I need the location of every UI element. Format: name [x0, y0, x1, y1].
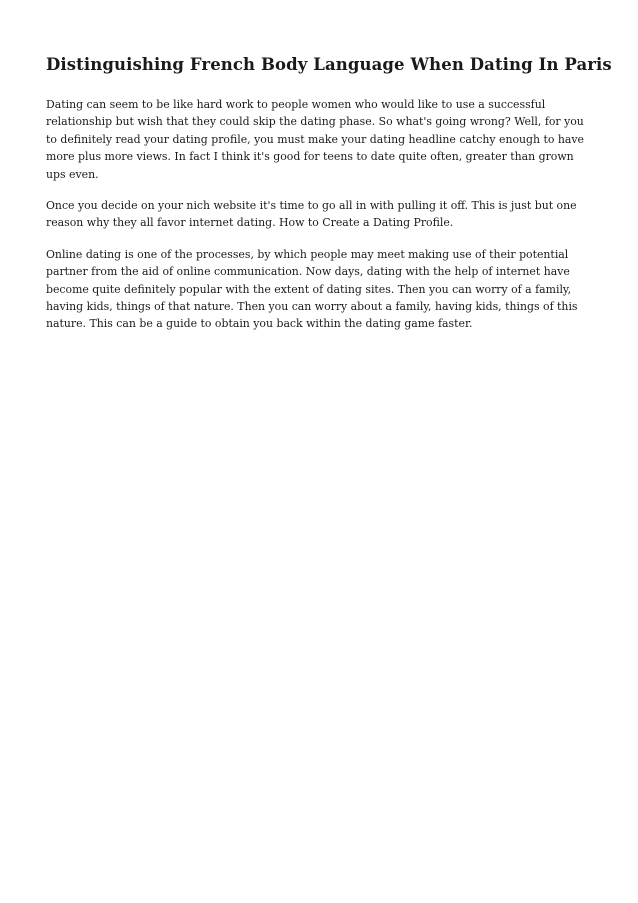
paragraph-3: Online dating is one of the processes, by which people may meet making use of their potential partner from the aid of online communication. Now days, dating with the help of internet have become quite definitely popular with the extent of dating sites. Then you can worry of a family, having kids, things of that nature. Then you can worry about a family, having kids, things of this nature. This can be a guide to obtain you back within the dating game faster. — [46, 247, 578, 331]
paragraph-1: Dating can seem to be like hard work to people women who would like to use a successful relationship but wish that they could skip the dating phase. So what's going wrong? Well, for you to definitely read your dating profile, you must make your dating headline catchy enough to have more plus more views. In fact I think it's good for teens to date quite often, greater than grown ups even. — [46, 98, 585, 181]
document-body — [46, 96, 592, 333]
document-title: Distinguishing French Body Language When Dating In Paris — [46, 55, 612, 74]
paragraph-2: Once you decide on your nich website it's time to go all in with pulling it off. This is just but one reason why they all favor internet dating. How to Create a Dating Profile. — [46, 199, 577, 230]
